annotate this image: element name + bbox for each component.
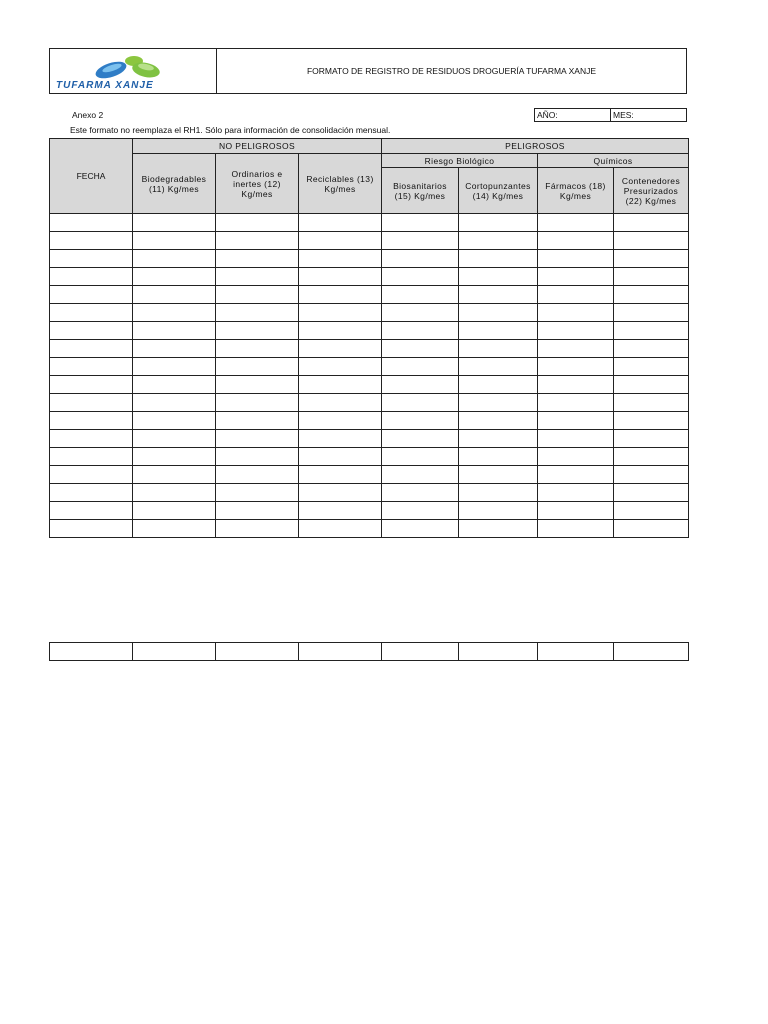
table-cell[interactable] xyxy=(538,448,614,466)
table-cell[interactable] xyxy=(299,232,382,250)
table-cell[interactable] xyxy=(459,232,538,250)
table-row xyxy=(50,250,689,268)
table-cell[interactable] xyxy=(299,466,382,484)
table-cell[interactable] xyxy=(50,250,133,268)
table-cell[interactable] xyxy=(538,484,614,502)
table-cell[interactable] xyxy=(133,340,216,358)
total-cell[interactable] xyxy=(299,643,382,661)
table-cell[interactable] xyxy=(382,376,459,394)
table-cell[interactable] xyxy=(459,448,538,466)
table-row xyxy=(50,520,689,538)
table-cell[interactable] xyxy=(614,304,689,322)
table-cell[interactable] xyxy=(614,412,689,430)
table-cell[interactable] xyxy=(50,430,133,448)
table-cell[interactable] xyxy=(216,304,299,322)
farmacos-header: Fármacos (18) Kg/mes xyxy=(538,168,614,214)
table-cell[interactable] xyxy=(382,250,459,268)
table-cell[interactable] xyxy=(50,214,133,232)
table-row xyxy=(50,358,689,376)
table-cell[interactable] xyxy=(538,340,614,358)
table-cell[interactable] xyxy=(538,250,614,268)
table-cell[interactable] xyxy=(50,520,133,538)
table-cell[interactable] xyxy=(538,214,614,232)
table-cell[interactable] xyxy=(216,448,299,466)
table-cell[interactable] xyxy=(50,502,133,520)
table-cell[interactable] xyxy=(50,484,133,502)
table-cell[interactable] xyxy=(133,412,216,430)
table-cell[interactable] xyxy=(216,250,299,268)
table-cell[interactable] xyxy=(538,502,614,520)
table-cell[interactable] xyxy=(50,466,133,484)
table-cell[interactable] xyxy=(382,268,459,286)
table-cell[interactable] xyxy=(459,502,538,520)
table-cell[interactable] xyxy=(382,430,459,448)
total-cell[interactable] xyxy=(459,643,538,661)
annex-label: Anexo 2 xyxy=(72,110,104,120)
table-cell[interactable] xyxy=(50,358,133,376)
table-cell[interactable] xyxy=(299,322,382,340)
table-cell[interactable] xyxy=(216,232,299,250)
table-cell[interactable] xyxy=(50,268,133,286)
table-cell[interactable] xyxy=(133,232,216,250)
table-cell[interactable] xyxy=(299,214,382,232)
table-cell[interactable] xyxy=(382,520,459,538)
table-cell[interactable] xyxy=(459,286,538,304)
contenedores-header: Contenedores Presurizados (22) Kg/mes xyxy=(614,168,689,214)
total-cell[interactable] xyxy=(614,643,689,661)
peligrosos-header: PELIGROSOS xyxy=(382,139,689,154)
table-cell[interactable] xyxy=(216,394,299,412)
year-field[interactable]: AÑO: xyxy=(537,110,558,120)
table-cell[interactable] xyxy=(459,466,538,484)
table-cell[interactable] xyxy=(538,376,614,394)
table-cell[interactable] xyxy=(133,502,216,520)
cortopunzantes-header: Cortopunzantes (14) Kg/mes xyxy=(459,168,538,214)
table-cell[interactable] xyxy=(382,358,459,376)
table-cell[interactable] xyxy=(382,304,459,322)
table-cell[interactable] xyxy=(216,502,299,520)
fecha-header: FECHA xyxy=(50,139,133,214)
table-cell[interactable] xyxy=(133,484,216,502)
table-cell[interactable] xyxy=(299,412,382,430)
waste-register-table xyxy=(49,138,689,538)
table-cell[interactable] xyxy=(538,358,614,376)
riesgo-biologico-header: Riesgo Biológico xyxy=(382,154,538,168)
totals-row xyxy=(49,642,689,661)
table-cell[interactable] xyxy=(50,286,133,304)
table-cell[interactable] xyxy=(459,394,538,412)
table-cell[interactable] xyxy=(216,340,299,358)
table-cell[interactable] xyxy=(459,322,538,340)
table-cell[interactable] xyxy=(614,376,689,394)
header-box xyxy=(49,48,687,94)
table-cell[interactable] xyxy=(133,394,216,412)
table-cell[interactable] xyxy=(299,484,382,502)
year-month-box xyxy=(534,108,687,122)
table-cell[interactable] xyxy=(614,232,689,250)
table-row xyxy=(50,484,689,502)
table-cell[interactable] xyxy=(299,502,382,520)
table-cell[interactable] xyxy=(614,322,689,340)
table-row xyxy=(50,340,689,358)
table-cell[interactable] xyxy=(614,394,689,412)
table-cell[interactable] xyxy=(614,250,689,268)
logo-text: TUFARMA XANJE xyxy=(56,80,154,91)
table-cell[interactable] xyxy=(614,268,689,286)
table-cell[interactable] xyxy=(50,448,133,466)
table-cell[interactable] xyxy=(216,268,299,286)
table-cell[interactable] xyxy=(538,322,614,340)
table-cell[interactable] xyxy=(133,268,216,286)
table-row xyxy=(50,376,689,394)
table-cell[interactable] xyxy=(216,376,299,394)
table-cell[interactable] xyxy=(614,340,689,358)
table-cell[interactable] xyxy=(382,322,459,340)
ordinarios-header: Ordinarios e inertes (12) Kg/mes xyxy=(216,154,299,214)
table-cell[interactable] xyxy=(382,232,459,250)
logo-icon xyxy=(84,52,184,82)
logo xyxy=(50,49,217,93)
table-cell[interactable] xyxy=(614,466,689,484)
table-cell[interactable] xyxy=(50,232,133,250)
table-cell[interactable] xyxy=(299,304,382,322)
table-cell[interactable] xyxy=(614,358,689,376)
table-cell[interactable] xyxy=(382,286,459,304)
table-cell[interactable] xyxy=(538,304,614,322)
table-cell[interactable] xyxy=(382,394,459,412)
table-row xyxy=(50,268,689,286)
biodegradables-header: Biodegradables (11) Kg/mes xyxy=(133,154,216,214)
table-cell[interactable] xyxy=(216,412,299,430)
biosanitarios-header: Biosanitarios (15) Kg/mes xyxy=(382,168,459,214)
table-row xyxy=(50,466,689,484)
table-row xyxy=(50,232,689,250)
table-row xyxy=(50,430,689,448)
table-cell[interactable] xyxy=(299,394,382,412)
total-cell[interactable] xyxy=(538,643,614,661)
table-cell[interactable] xyxy=(50,322,133,340)
table-cell[interactable] xyxy=(538,286,614,304)
note-text: Este formato no reemplaza el RH1. Sólo para información de consolidación mensual. xyxy=(70,125,391,135)
table-cell[interactable] xyxy=(614,502,689,520)
table-cell[interactable] xyxy=(538,268,614,286)
table-cell[interactable] xyxy=(614,430,689,448)
table-cell[interactable] xyxy=(382,484,459,502)
table-cell[interactable] xyxy=(538,430,614,448)
table-cell[interactable] xyxy=(133,322,216,340)
table-cell[interactable] xyxy=(216,484,299,502)
table-cell[interactable] xyxy=(299,520,382,538)
table-cell[interactable] xyxy=(614,214,689,232)
document-title: FORMATO DE REGISTRO DE RESIDUOS DROGUERÍA TUFARMA XANJE xyxy=(306,66,597,76)
table-cell[interactable] xyxy=(216,286,299,304)
table-cell[interactable] xyxy=(382,502,459,520)
table-cell[interactable] xyxy=(50,394,133,412)
table-cell[interactable] xyxy=(133,466,216,484)
table-cell[interactable] xyxy=(216,466,299,484)
total-cell[interactable] xyxy=(50,643,133,661)
table-cell[interactable] xyxy=(299,376,382,394)
table-row xyxy=(50,322,689,340)
table-cell[interactable] xyxy=(459,430,538,448)
table-cell[interactable] xyxy=(459,268,538,286)
table-cell[interactable] xyxy=(133,520,216,538)
table-cell[interactable] xyxy=(133,304,216,322)
table-cell[interactable] xyxy=(459,340,538,358)
table-cell[interactable] xyxy=(538,412,614,430)
table-cell[interactable] xyxy=(382,412,459,430)
month-field[interactable]: MES: xyxy=(610,109,686,121)
table-cell[interactable] xyxy=(50,340,133,358)
table-cell[interactable] xyxy=(299,286,382,304)
table-cell[interactable] xyxy=(50,304,133,322)
table-cell[interactable] xyxy=(614,286,689,304)
table-cell[interactable] xyxy=(216,322,299,340)
table-cell[interactable] xyxy=(459,484,538,502)
table-row xyxy=(50,412,689,430)
table-cell[interactable] xyxy=(614,448,689,466)
table-cell[interactable] xyxy=(382,466,459,484)
table-cell[interactable] xyxy=(299,250,382,268)
table-cell[interactable] xyxy=(133,286,216,304)
table-cell[interactable] xyxy=(459,358,538,376)
table-cell[interactable] xyxy=(538,520,614,538)
table-cell[interactable] xyxy=(382,340,459,358)
no-peligrosos-header: NO PELIGROSOS xyxy=(133,139,382,154)
table-cell[interactable] xyxy=(133,430,216,448)
table-cell[interactable] xyxy=(299,358,382,376)
table-cell[interactable] xyxy=(216,358,299,376)
table-cell[interactable] xyxy=(459,304,538,322)
table-row xyxy=(50,286,689,304)
data-rows xyxy=(50,214,689,538)
table-cell[interactable] xyxy=(459,520,538,538)
table-cell[interactable] xyxy=(459,250,538,268)
reciclables-header: Reciclables (13) Kg/mes xyxy=(299,154,382,214)
table-cell[interactable] xyxy=(614,484,689,502)
table-cell[interactable] xyxy=(299,268,382,286)
quimicos-header: Químicos xyxy=(538,154,689,168)
table-cell[interactable] xyxy=(299,430,382,448)
table-row xyxy=(50,448,689,466)
table-cell[interactable] xyxy=(133,376,216,394)
table-cell[interactable] xyxy=(382,448,459,466)
table-cell[interactable] xyxy=(538,394,614,412)
table-cell[interactable] xyxy=(133,358,216,376)
table-row xyxy=(50,214,689,232)
table-cell[interactable] xyxy=(459,376,538,394)
table-cell[interactable] xyxy=(216,430,299,448)
table-cell[interactable] xyxy=(459,412,538,430)
table-cell[interactable] xyxy=(133,448,216,466)
table-cell[interactable] xyxy=(216,214,299,232)
table-row xyxy=(50,502,689,520)
table-row xyxy=(50,304,689,322)
table-cell[interactable] xyxy=(216,520,299,538)
table-cell[interactable] xyxy=(614,520,689,538)
table-cell[interactable] xyxy=(459,214,538,232)
table-cell[interactable] xyxy=(50,412,133,430)
table-cell[interactable] xyxy=(133,214,216,232)
table-cell[interactable] xyxy=(299,448,382,466)
table-cell[interactable] xyxy=(538,232,614,250)
total-cell[interactable] xyxy=(382,643,459,661)
table-cell[interactable] xyxy=(538,466,614,484)
table-row xyxy=(50,394,689,412)
table-cell[interactable] xyxy=(50,376,133,394)
total-cell[interactable] xyxy=(133,643,216,661)
table-cell[interactable] xyxy=(133,250,216,268)
total-cell[interactable] xyxy=(216,643,299,661)
table-cell[interactable] xyxy=(382,214,459,232)
table-cell[interactable] xyxy=(299,340,382,358)
